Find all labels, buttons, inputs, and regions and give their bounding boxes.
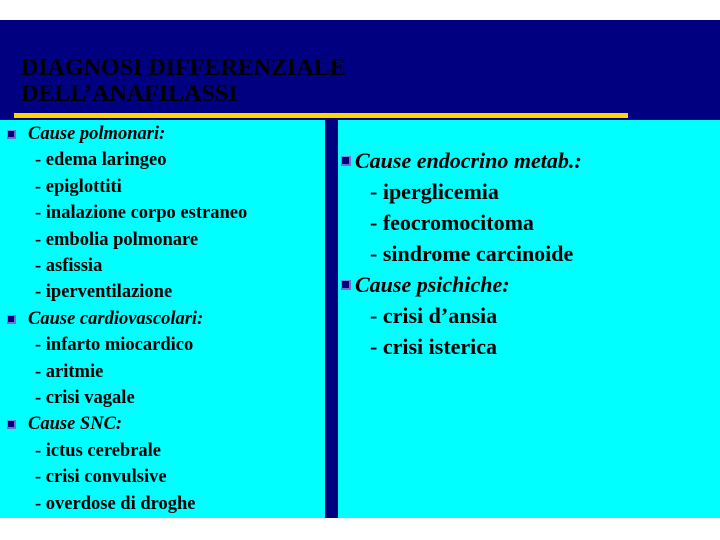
list-heading-label: Cause cardiovascolari: xyxy=(28,308,204,329)
list-heading xyxy=(7,306,321,332)
list-item: - crisi convulsive xyxy=(35,467,167,488)
left-panel xyxy=(0,120,325,518)
list-item: - crisi d’ansia xyxy=(370,303,498,328)
slide xyxy=(0,20,720,518)
square-bullet-icon xyxy=(7,130,16,139)
right-panel xyxy=(338,120,720,518)
list-item: - overdose di droghe xyxy=(35,493,196,514)
list-heading xyxy=(7,411,321,437)
slide-title xyxy=(21,55,346,107)
square-bullet-icon xyxy=(341,156,351,166)
square-bullet-icon xyxy=(7,315,16,324)
list-item: - crisi isterica xyxy=(370,334,498,359)
list-heading-label: Cause psichiche: xyxy=(355,272,510,297)
list-heading xyxy=(341,145,716,176)
list-heading-label: Cause endocrino metab.: xyxy=(355,148,582,173)
list-item: - embolia polmonare xyxy=(35,229,199,250)
left-list xyxy=(7,121,321,517)
list-item: - inalazione corpo estraneo xyxy=(35,203,248,224)
list-item: - iperventilazione xyxy=(35,282,173,303)
right-list xyxy=(341,145,716,362)
list-item: - edema laringeo xyxy=(35,150,167,171)
title-underline xyxy=(14,113,628,118)
list-item: - sindrome carcinoide xyxy=(370,241,574,266)
list-item: - iperglicemia xyxy=(370,179,499,204)
slide-title-line-2: DELL’ANAFILASSI xyxy=(21,81,238,107)
list-heading xyxy=(341,269,716,300)
list-heading xyxy=(7,121,321,147)
list-heading-label: Cause polmonari: xyxy=(28,124,166,144)
square-bullet-icon xyxy=(7,420,16,429)
list-item: - epiglottiti xyxy=(35,176,122,197)
square-bullet-icon xyxy=(341,280,351,290)
list-item: - infarto miocardico xyxy=(35,335,194,356)
list-item: - crisi vagale xyxy=(35,388,135,409)
list-item: - ictus cerebrale xyxy=(35,440,162,461)
list-item: - feocromocitoma xyxy=(370,210,534,235)
slide-title-line-1: DIAGNOSI DIFFERENZIALE xyxy=(21,55,346,81)
list-item: - asfissia xyxy=(35,256,103,277)
list-item: - aritmie xyxy=(35,361,104,382)
list-heading-label: Cause SNC: xyxy=(28,414,123,435)
